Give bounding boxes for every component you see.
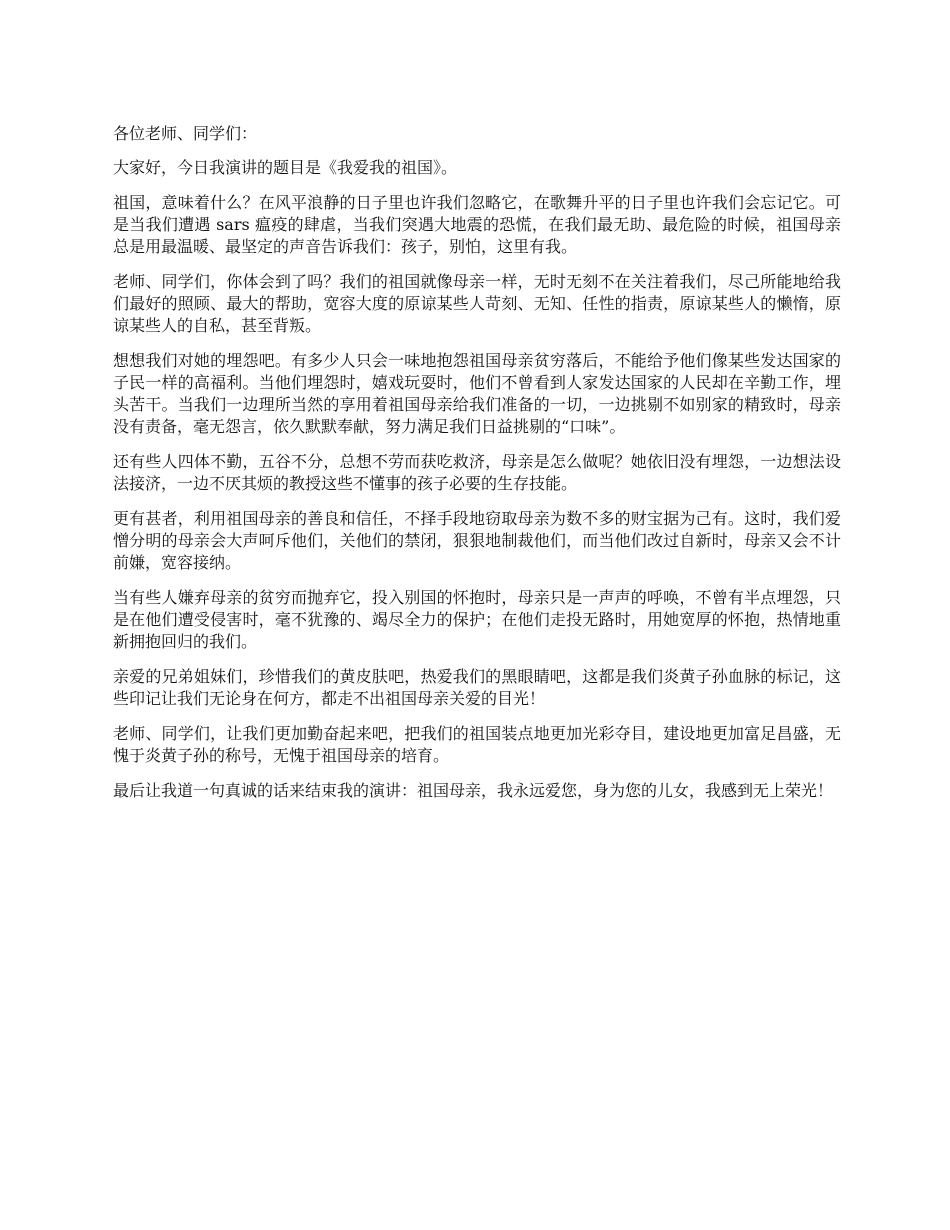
paragraph: 老师、同学们，你体会到了吗？我们的祖国就像母亲一样，无时无刻不在关注着我们，尽己所能地给我们最好的照顾、最大的帮助，宽容大度的原谅某些人苛刻、无知、任性的指责，原谅某些人的懒惰，原谅某些人的自私，甚至背叛。 bbox=[113, 272, 841, 335]
paragraph: 还有些人四体不勤，五谷不分，总想不劳而获吃救济，母亲是怎么做呢？她依旧没有埋怨，一边想法设法接济，一边不厌其烦的教授这些不懂事的孩子必要的生存技能。 bbox=[113, 452, 841, 493]
paragraph: 更有甚者，利用祖国母亲的善良和信任，不择手段地窃取母亲为数不多的财宝据为己有。这时，我们爱憎分明的母亲会大声呵斥他们，关他们的禁闭，狠狠地制裁他们，而当他们改过自新时，母亲又会不计前嫌，宽容接纳。 bbox=[113, 509, 841, 572]
salutation: 各位老师、同学们： bbox=[113, 124, 258, 143]
paragraph-closing: 最后让我道一句真诚的话来结束我的演讲：祖国母亲，我永远爱您，身为您的儿女，我感到无上荣光！ bbox=[113, 781, 834, 800]
paragraph: 想想我们对她的埋怨吧。有多少人只会一味地抱怨祖国母亲贫穷落后，不能给予他们像某些发达国家的子民一样的高福利。当他们埋怨时，嬉戏玩耍时，他们不曾看到人家发达国家的人民却在辛勤工作，埋头苦干。当我们一边理所当然的享用着祖国母亲给我们准备的一切，一边挑剔不如别家的精致时，母亲没有责备，毫无怨言，依久默默奉献，努力满足我们日益挑剔的“口味”。 bbox=[113, 351, 841, 436]
document-page bbox=[113, 123, 841, 815]
paragraph-greeting: 大家好，今日我演讲的题目是《我爱我的祖国》。 bbox=[113, 158, 458, 177]
paragraph: 当有些人嫌弃母亲的贫穷而抛弃它，投入别国的怀抱时，母亲只是一声声的呼唤，不曾有半点埋怨，只是在他们遭受侵害时，毫不犹豫的、竭尽全力的保护；在他们走投无路时，用她宽厚的怀抱，热情地重新拥抱回归的我们。 bbox=[113, 588, 841, 651]
paragraph: 亲爱的兄弟姐妹们，珍惜我们的黄皮肤吧，热爱我们的黑眼睛吧，这都是我们炎黄子孙血脉的标记，这些印记让我们无论身在何方，都走不出祖国母亲关爱的目光！ bbox=[113, 667, 841, 708]
paragraph: 老师、同学们，让我们更加勤奋起来吧，把我们的祖国装点地更加光彩夺目，建设地更加富足昌盛，无愧于炎黄子孙的称号，无愧于祖国母亲的培育。 bbox=[113, 724, 841, 765]
paragraph: 祖国，意味着什么？在风平浪静的日子里也许我们忽略它，在歌舞升平的日子里也许我们会忘记它。可是当我们遭遇 sars 瘟疫的肆虐，当我们突遇大地震的恐慌，在我们最无助、最危险的时候，祖国母亲总是用最温暖、最坚定的声音告诉我们：孩子，别怕，这里有我。 bbox=[113, 193, 841, 256]
